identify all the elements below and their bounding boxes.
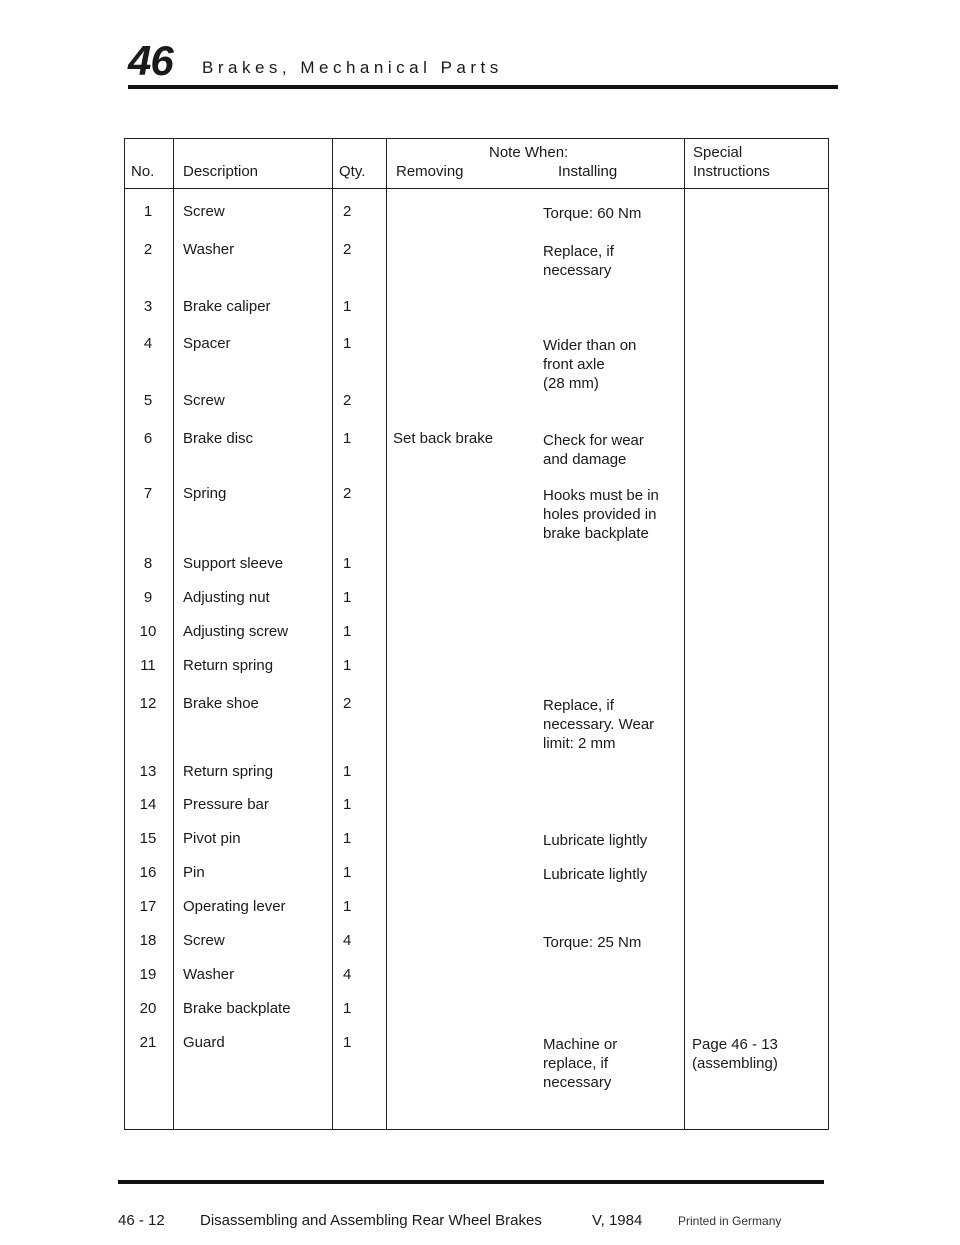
- row-number: 20: [139, 1000, 157, 1017]
- row-number: 6: [143, 430, 153, 447]
- row-description: Brake caliper: [183, 298, 271, 315]
- row-qty: 1: [343, 555, 352, 572]
- row-installing-line: and damage: [543, 451, 627, 468]
- row-installing-line: necessary: [543, 1074, 612, 1091]
- row-qty: 2: [343, 392, 352, 409]
- row-installing-line: Replace, if: [543, 243, 614, 260]
- row-qty: 1: [343, 298, 352, 315]
- header-qty: Qty.: [339, 163, 366, 180]
- row-number: 16: [139, 864, 157, 881]
- row-installing-line: replace, if: [543, 1055, 609, 1072]
- row-qty: 1: [343, 763, 352, 780]
- row-qty: 1: [343, 796, 352, 813]
- row-description: Brake shoe: [183, 695, 259, 712]
- row-description: Return spring: [183, 763, 274, 780]
- page-footer: [118, 1180, 838, 1240]
- row-installing-line: Hooks must be in: [543, 487, 659, 504]
- row-number: 8: [143, 555, 153, 572]
- row-qty: 1: [343, 430, 352, 447]
- row-number: 11: [140, 657, 156, 674]
- row-qty: 1: [343, 1000, 352, 1017]
- row-number: 13: [139, 763, 157, 780]
- row-installing-line: Torque: 25 Nm: [543, 934, 642, 951]
- row-description: Guard: [183, 1034, 225, 1051]
- row-description: Operating lever: [183, 898, 286, 915]
- row-number: 21: [139, 1034, 157, 1051]
- row-description: Brake backplate: [183, 1000, 291, 1017]
- row-description: Adjusting nut: [183, 589, 270, 606]
- row-number: 12: [139, 695, 157, 712]
- row-description: Brake disc: [183, 430, 254, 447]
- row-installing-line: Lubricate lightly: [543, 832, 648, 849]
- row-installing-line: Machine or: [543, 1036, 618, 1053]
- row-qty: 2: [343, 485, 352, 502]
- row-number: 2: [143, 241, 153, 258]
- footer-rule: [118, 1180, 824, 1184]
- header-special: Special: [693, 144, 743, 161]
- row-installing-line: Lubricate lightly: [543, 866, 648, 883]
- row-installing-line: limit: 2 mm: [543, 735, 616, 752]
- row-installing-line: Torque: 60 Nm: [543, 205, 642, 222]
- column-divider: [386, 139, 387, 1129]
- row-installing-line: necessary: [543, 262, 612, 279]
- row-number: 4: [143, 335, 153, 352]
- row-special-line: (assembling): [692, 1055, 778, 1072]
- row-qty: 2: [343, 203, 352, 220]
- row-qty: 4: [343, 966, 352, 983]
- header-removing: Removing: [396, 163, 464, 180]
- column-divider: [684, 139, 685, 1129]
- header-installing: Installing: [558, 163, 618, 180]
- row-qty: 2: [343, 241, 352, 258]
- chapter-title: Brakes, Mechanical Parts: [202, 58, 503, 77]
- row-description: Pin: [183, 864, 205, 881]
- row-number: 9: [143, 589, 153, 606]
- page-header: [128, 37, 838, 90]
- row-installing-line: Replace, if: [543, 697, 614, 714]
- row-number: 5: [143, 392, 153, 409]
- row-installing-line: front axle: [543, 356, 605, 373]
- row-number: 1: [143, 203, 153, 220]
- row-removing: Set back brake: [393, 430, 494, 447]
- row-number: 7: [143, 485, 153, 502]
- row-qty: 2: [343, 695, 352, 712]
- header-divider: [125, 188, 828, 189]
- row-special-line: Page 46 - 13: [692, 1036, 778, 1053]
- footer-page-number: 46 - 12: [118, 1212, 165, 1229]
- row-installing-line: (28 mm): [543, 375, 599, 392]
- row-installing-line: Wider than on: [543, 337, 637, 354]
- header-description: Description: [183, 163, 259, 180]
- footer-version: V, 1984: [592, 1212, 643, 1229]
- row-description: Adjusting screw: [183, 623, 289, 640]
- row-description: Screw: [183, 203, 225, 220]
- row-description: Washer: [183, 966, 235, 983]
- header-instructions: Instructions: [693, 163, 770, 180]
- row-qty: 1: [343, 1034, 352, 1051]
- row-installing-line: holes provided in: [543, 506, 657, 523]
- row-number: 3: [143, 298, 153, 315]
- row-description: Screw: [183, 392, 225, 409]
- header-note-when: Note When:: [489, 144, 569, 161]
- row-description: Washer: [183, 241, 235, 258]
- row-description: Pressure bar: [183, 796, 269, 813]
- row-qty: 1: [343, 335, 352, 352]
- row-description: Return spring: [183, 657, 274, 674]
- row-number: 15: [139, 830, 157, 847]
- row-number: 18: [139, 932, 157, 949]
- row-qty: 1: [343, 898, 352, 915]
- row-qty: 1: [343, 623, 352, 640]
- row-description: Spacer: [183, 335, 231, 352]
- parts-table: [124, 138, 829, 1130]
- header-rule: [128, 85, 838, 89]
- row-qty: 1: [343, 864, 352, 881]
- row-installing-line: necessary. Wear: [543, 716, 655, 733]
- column-divider: [173, 139, 174, 1129]
- row-description: Pivot pin: [183, 830, 241, 847]
- row-number: 17: [139, 898, 157, 915]
- row-description: Screw: [183, 932, 225, 949]
- row-number: 10: [139, 623, 157, 640]
- row-number: 14: [139, 796, 157, 813]
- row-qty: 1: [343, 830, 352, 847]
- row-description: Spring: [183, 485, 227, 502]
- row-installing-line: brake backplate: [543, 525, 649, 542]
- footer-printed: Printed in Germany: [678, 1214, 782, 1228]
- row-qty: 1: [343, 657, 352, 674]
- row-number: 19: [139, 966, 157, 983]
- column-divider: [332, 139, 333, 1129]
- row-description: Support sleeve: [183, 555, 284, 572]
- header-no: No.: [131, 163, 155, 180]
- row-installing-line: Check for wear: [543, 432, 644, 449]
- row-qty: 1: [343, 589, 352, 606]
- footer-title: Disassembling and Assembling Rear Wheel Brakes: [200, 1212, 542, 1229]
- row-qty: 4: [343, 932, 352, 949]
- chapter-number: 46: [128, 37, 173, 84]
